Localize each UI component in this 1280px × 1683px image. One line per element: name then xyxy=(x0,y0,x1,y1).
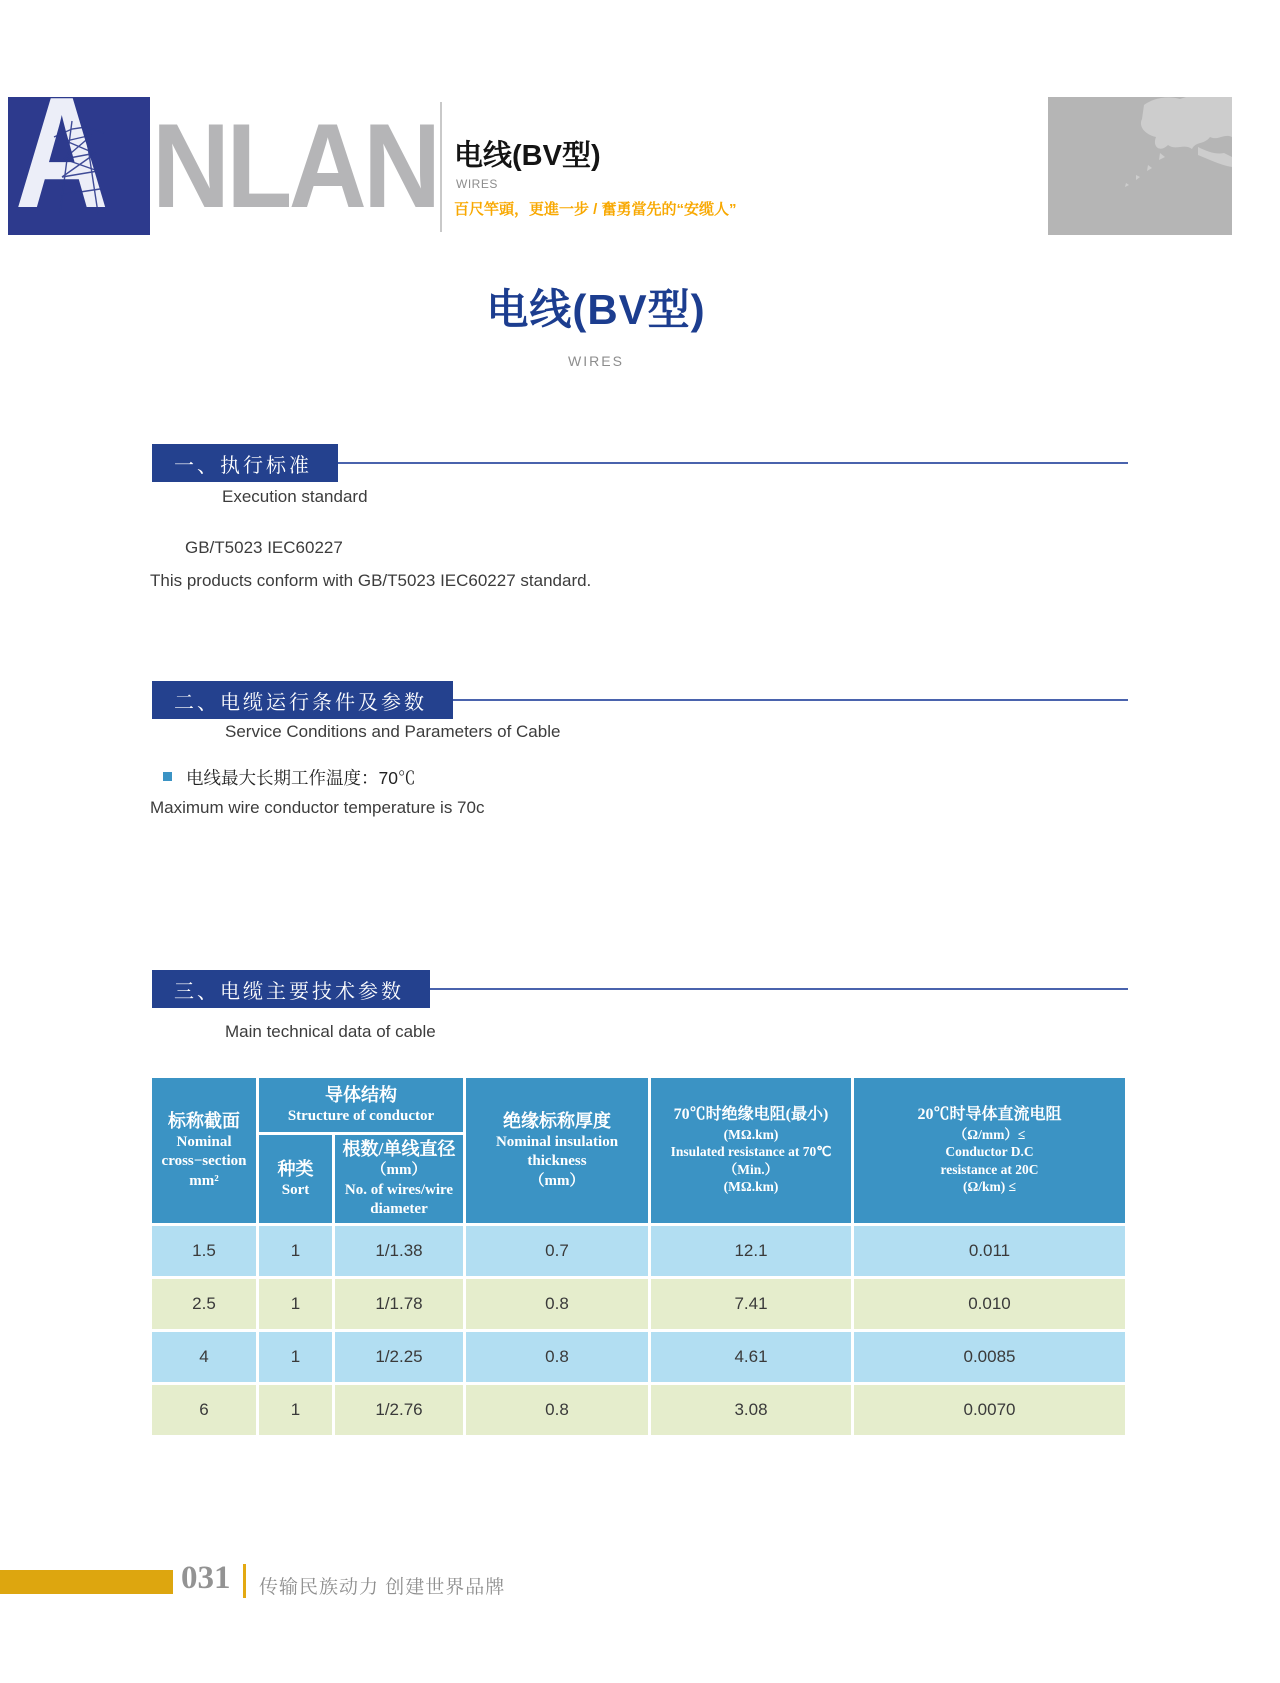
header-divider xyxy=(440,102,442,232)
table-cell: 0.010 xyxy=(854,1279,1125,1329)
transmission-tower-icon xyxy=(42,115,114,223)
section2-heading: 二、电缆运行条件及参数 xyxy=(152,681,453,719)
logo-letter-a: A xyxy=(15,97,109,235)
col-header-sort: 种类 Sort xyxy=(259,1135,332,1223)
section3-heading: 三、电缆主要技术参数 xyxy=(152,970,430,1008)
max-temperature-cn: 电线最大长期工作温度：70℃ xyxy=(186,768,416,788)
standard-statement: This products conform with GB/T5023 IEC60227 standard. xyxy=(150,571,592,590)
page-title: 电线(BV型) xyxy=(486,286,706,333)
table-cell: 4.61 xyxy=(651,1332,851,1382)
logo-text: NLAN xyxy=(152,99,438,233)
footer-divider xyxy=(243,1564,246,1598)
col-header-structure-group: 导体结构 Structure of conductor xyxy=(259,1078,463,1132)
section3-subheading: Main technical data of cable xyxy=(225,1022,436,1041)
table-cell: 12.1 xyxy=(651,1226,851,1276)
col-header-nominal: 标称截面 Nominal cross−section mm² xyxy=(152,1078,256,1223)
table-cell: 0.8 xyxy=(466,1279,648,1329)
table-cell: 6 xyxy=(152,1385,256,1435)
table-header-row-1 xyxy=(152,1078,1125,1132)
max-temperature-en: Maximum wire conductor temperature is 70c xyxy=(150,798,485,817)
table-row xyxy=(152,1279,1125,1329)
page-subtitle: WIRES xyxy=(568,353,624,369)
table-cell: 1 xyxy=(259,1279,332,1329)
header-tagline: 百尺竿頭，更進一步 / 奮勇當先的“安缆人” xyxy=(454,201,737,218)
table-cell: 1 xyxy=(259,1332,332,1382)
page-number: 031 xyxy=(181,1560,231,1596)
table-cell: 1.5 xyxy=(152,1226,256,1276)
table-cell: 0.0070 xyxy=(854,1385,1125,1435)
table-cell: 3.08 xyxy=(651,1385,851,1435)
map-silhouette-icon xyxy=(1048,97,1232,235)
table-cell: 7.41 xyxy=(651,1279,851,1329)
logo-mark xyxy=(8,97,150,235)
table-cell: 0.0085 xyxy=(854,1332,1125,1382)
table-cell: 1/2.25 xyxy=(335,1332,463,1382)
bullet-square-icon xyxy=(163,772,172,781)
section1-subheading: Execution standard xyxy=(222,487,368,506)
table-cell: 1/1.38 xyxy=(335,1226,463,1276)
footer-slogan: 传输民族动力 创建世界品牌 xyxy=(259,1577,506,1598)
header-product-subtitle: WIRES xyxy=(456,177,498,191)
table-row xyxy=(152,1385,1125,1435)
standard-codes: GB/T5023 IEC60227 xyxy=(185,538,343,557)
section2-subheading: Service Conditions and Parameters of Cable xyxy=(225,722,561,741)
section1-heading: 一、执行标准 xyxy=(152,444,338,482)
header-product-title: 电线(BV型) xyxy=(454,140,601,172)
table-cell: 1 xyxy=(259,1226,332,1276)
col-header-resistance70: 70℃时绝缘电阻(最小) (MΩ.km) Insulated resistance at 70℃ （Min.） (MΩ.km) xyxy=(651,1078,851,1223)
table-cell: 4 xyxy=(152,1332,256,1382)
col-header-dc20: 20℃时导体直流电阻 （Ω/mm）≤ Conductor D.C resistance at 20C (Ω/km) ≤ xyxy=(854,1078,1125,1223)
table-row xyxy=(152,1226,1125,1276)
table-cell: 0.011 xyxy=(854,1226,1125,1276)
footer-gold-bar xyxy=(0,1570,173,1594)
table-cell: 1/1.78 xyxy=(335,1279,463,1329)
technical-data-table xyxy=(149,1075,1128,1438)
table-cell: 0.8 xyxy=(466,1385,648,1435)
col-header-insulation: 绝缘标称厚度 Nominal insulation thickness （mm） xyxy=(466,1078,648,1223)
table-cell: 1/2.76 xyxy=(335,1385,463,1435)
table-row xyxy=(152,1332,1125,1382)
table-cell: 0.8 xyxy=(466,1332,648,1382)
table-cell: 0.7 xyxy=(466,1226,648,1276)
table-cell: 1 xyxy=(259,1385,332,1435)
table-cell: 2.5 xyxy=(152,1279,256,1329)
corner-graphic xyxy=(1048,97,1232,235)
col-header-wires: 根数/单线直径 （mm） No. of wires/wire diameter xyxy=(335,1135,463,1223)
